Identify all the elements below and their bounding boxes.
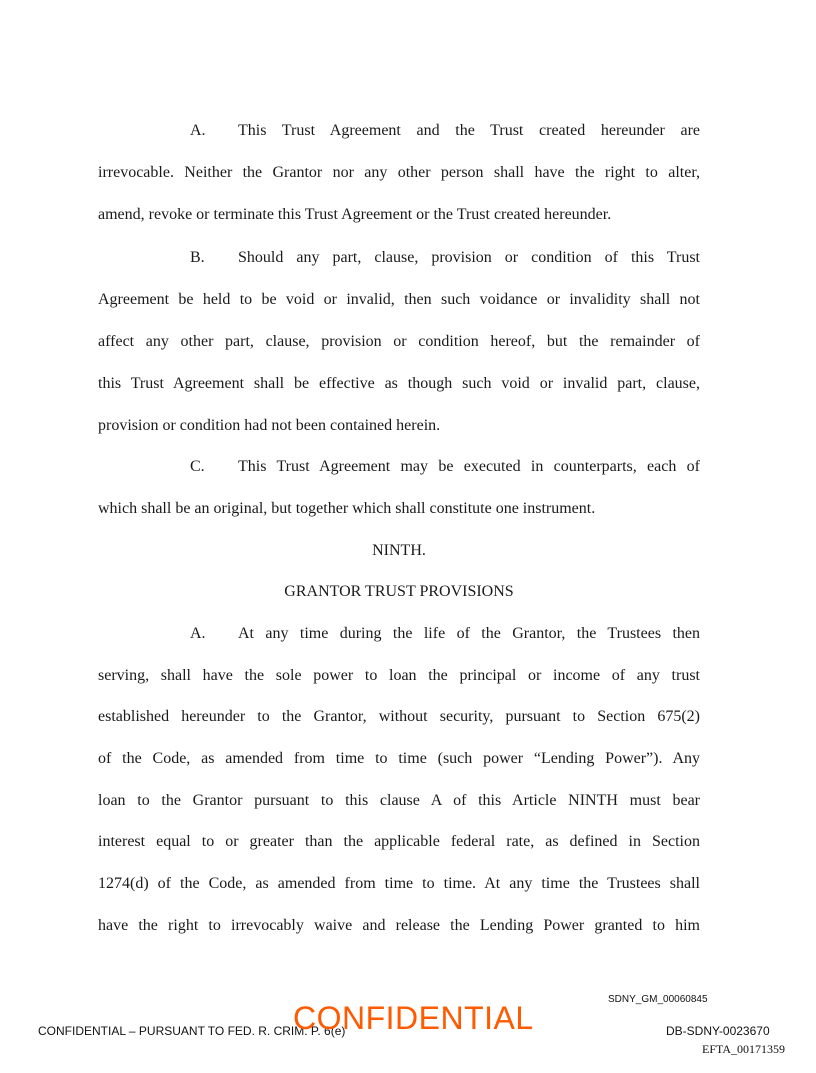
para-a-marker: A. (190, 122, 206, 139)
para-a-line-3: amend, revoke or terminate this Trust Agreement or the Trust created hereunder. (98, 206, 612, 223)
para-b-marker: B. (190, 249, 205, 266)
ninth-para-a-line-2: serving, shall have the sole power to loan the principal or income of any trust (98, 667, 700, 684)
para-b-line-3: affect any other part, clause, provision or condition hereof, but the remainder of (98, 333, 700, 350)
ninth-para-a-line-4: of the Code, as amended from time to time (such power “Lending Power”). Any (98, 750, 700, 767)
para-c-marker: C. (190, 458, 205, 475)
para-a-line-1 (190, 121, 700, 141)
ninth-para-a-marker: A. (190, 625, 206, 642)
ninth-para-a-line-8: have the right to irrevocably waive and release the Lending Power granted to him (98, 917, 700, 934)
article-ninth-heading: NINTH. (372, 542, 426, 559)
para-c-line-2: which shall be an original, but together which shall constitute one instrument. (98, 500, 596, 517)
para-c-line-1-text: This Trust Agreement may be executed in counterparts, each of (238, 458, 700, 475)
bates-db-sdny: DB-SDNY-0023670 (666, 1024, 770, 1038)
ninth-para-a-line-5: loan to the Grantor pursuant to this clause A of this Article NINTH must bear (98, 792, 700, 809)
para-b-line-1 (190, 248, 700, 268)
confidential-stamp: CONFIDENTIAL (293, 1000, 534, 1036)
bates-efta: EFTA_00171359 (702, 1042, 786, 1056)
bates-sdny-gm: SDNY_GM_00060845 (608, 994, 708, 1005)
para-a-line-1-text: This Trust Agreement and the Trust created hereunder are (238, 122, 700, 139)
ninth-para-a-line-7: 1274(d) of the Code, as amended from time to time. At any time the Trustees shall (98, 875, 700, 892)
ninth-para-a-line-3: established hereunder to the Grantor, without security, pursuant to Section 675(2) (98, 708, 700, 725)
confidential-notice: CONFIDENTIAL – PURSUANT TO FED. R. CRIM. P. 6(e) (38, 1024, 346, 1038)
para-b-line-2: Agreement be held to be void or invalid, then such voidance or invalidity shall not (98, 291, 700, 308)
para-b-line-1-text: Should any part, clause, provision or condition of this Trust (238, 249, 700, 266)
ninth-para-a-line-1 (190, 624, 700, 644)
para-b-line-5: provision or condition had not been contained herein. (98, 417, 441, 434)
para-a-line-2: irrevocable. Neither the Grantor nor any other person shall have the right to alter, (98, 164, 700, 181)
ninth-para-a-line-6: interest equal to or greater than the applicable federal rate, as defined in Section (98, 833, 700, 850)
para-b-line-4: this Trust Agreement shall be effective as though such void or invalid part, clause, (98, 375, 700, 392)
ninth-para-a-line-1-text: At any time during the life of the Grantor, the Trustees then (238, 625, 700, 642)
article-ninth-title: GRANTOR TRUST PROVISIONS (284, 583, 514, 600)
para-c-line-1 (190, 457, 700, 477)
